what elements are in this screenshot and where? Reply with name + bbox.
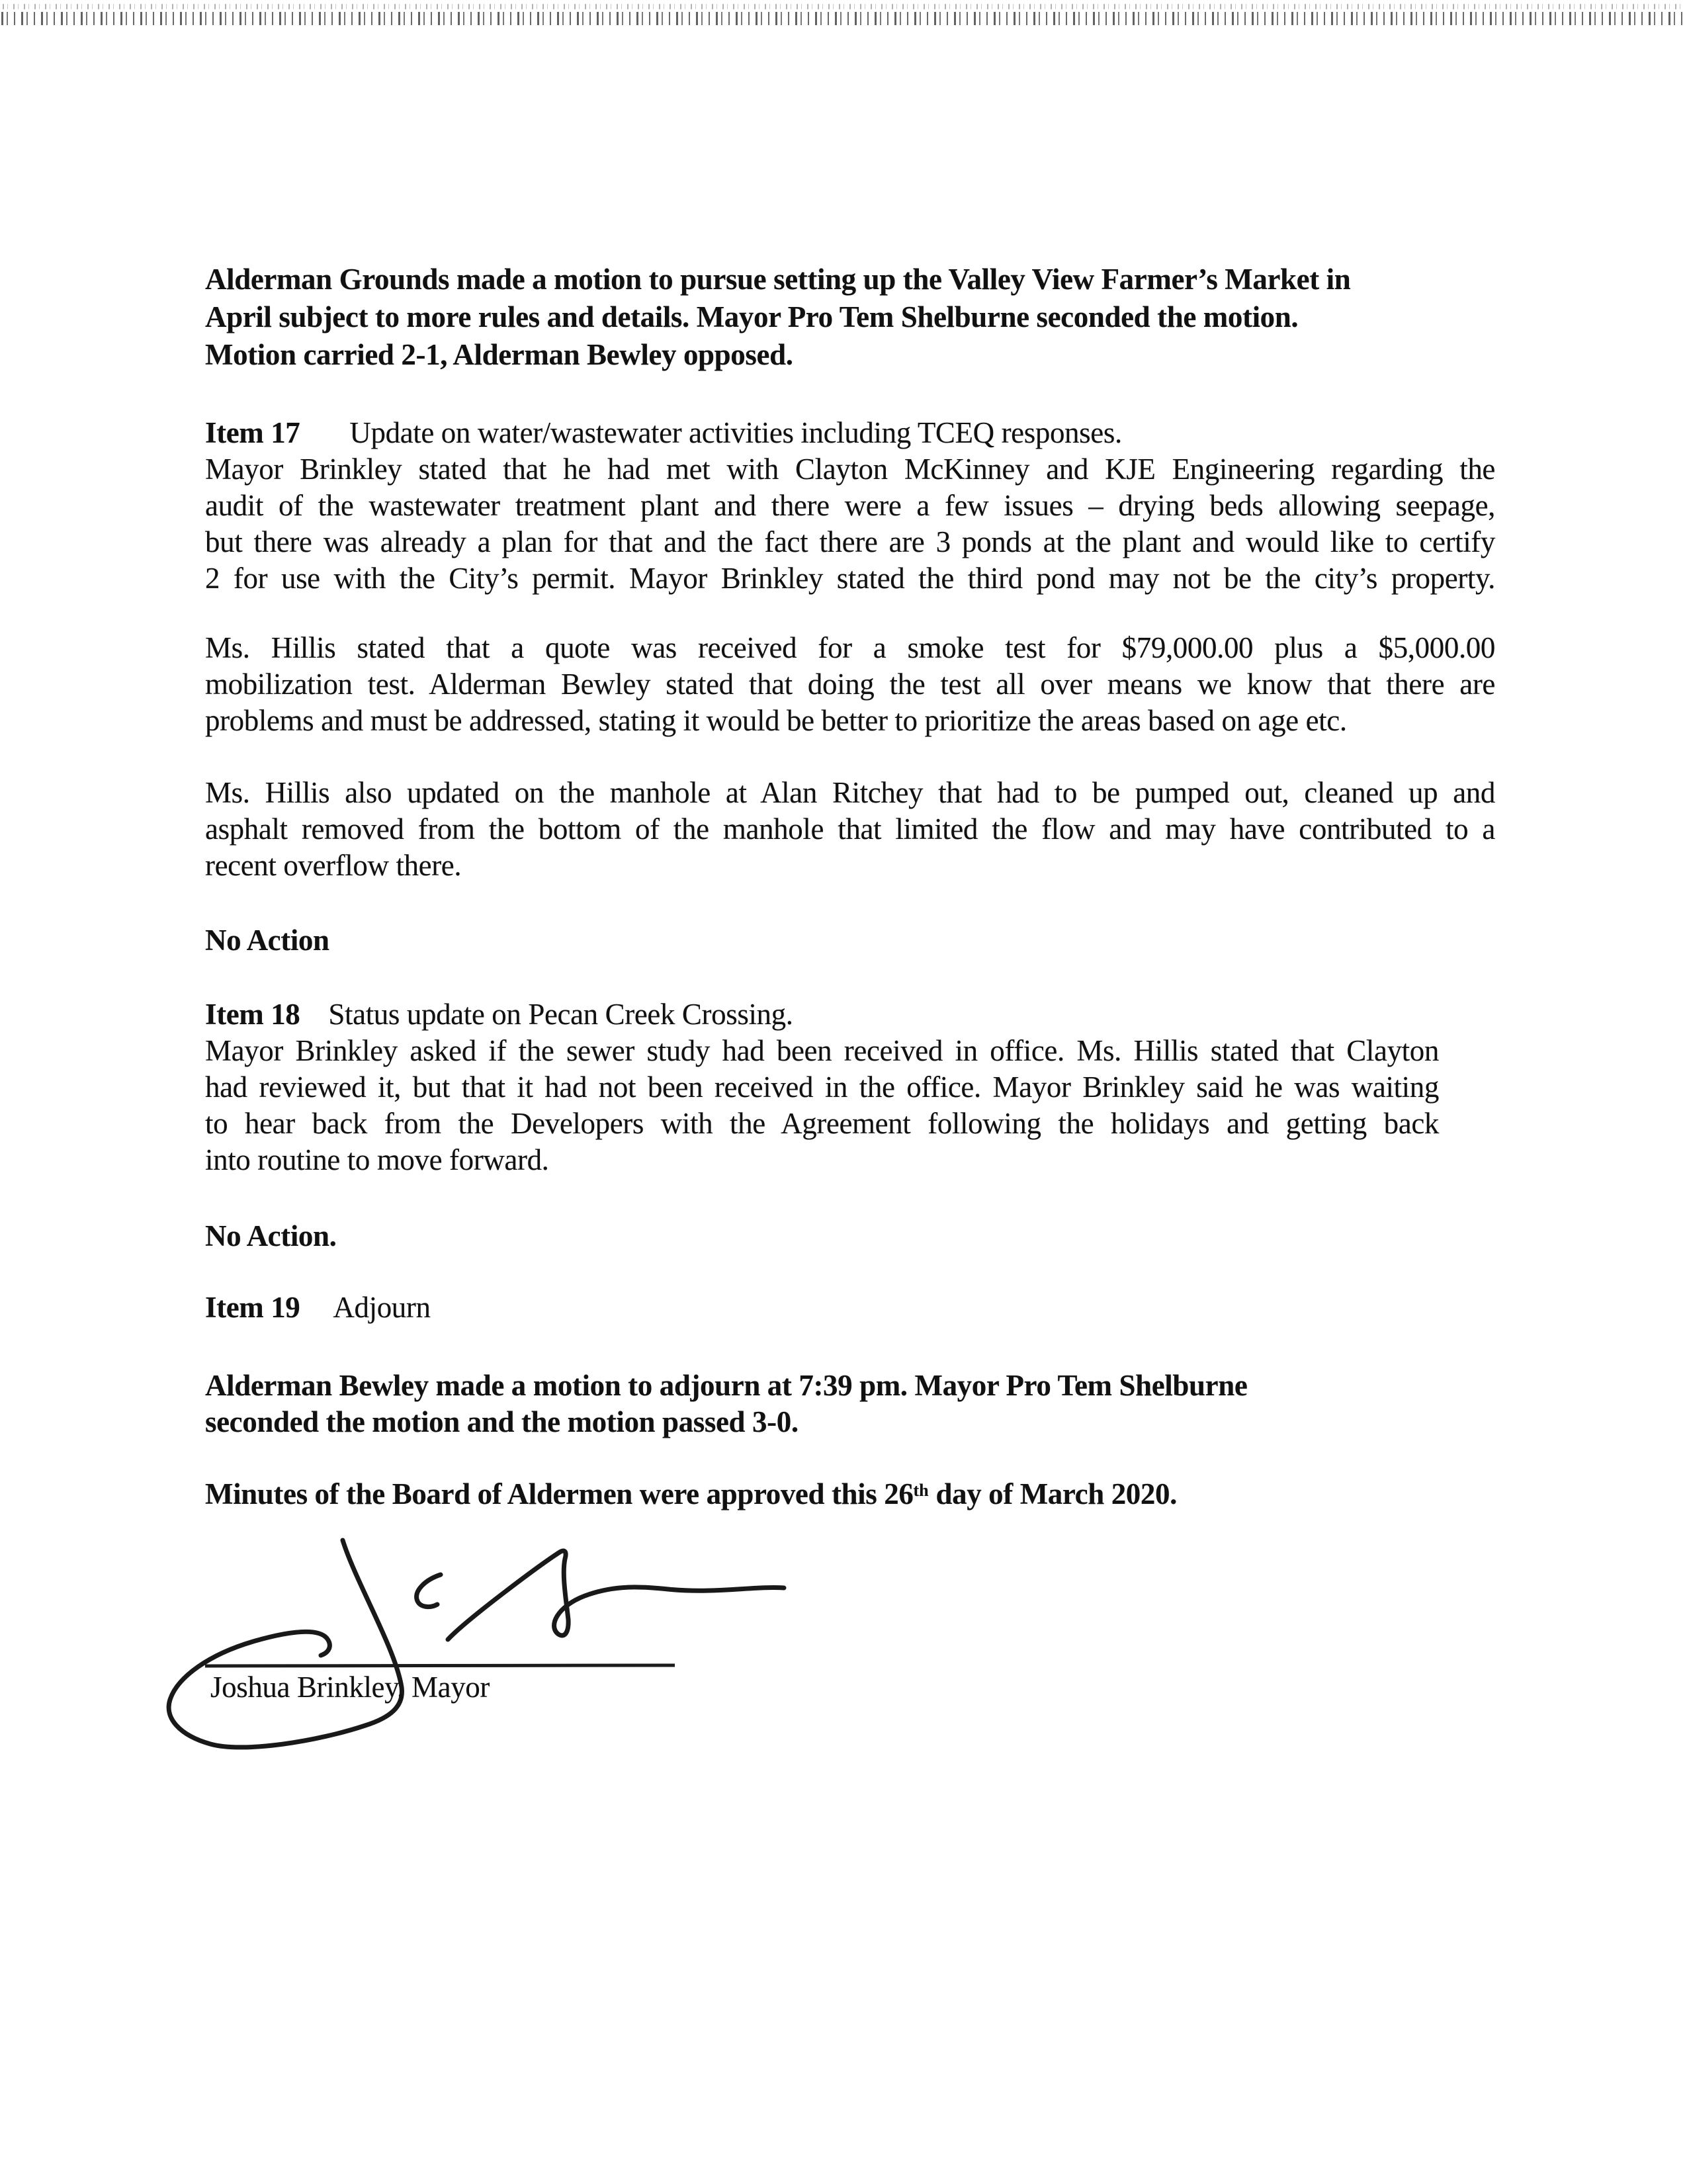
- text-line: problems and must be addressed, stating it would be better to prioritize the areas based on age etc.: [205, 704, 1347, 737]
- item-19-title: Adjourn: [333, 1291, 431, 1324]
- text-line: recent overflow there.: [205, 849, 462, 882]
- item-18-title: Status update on Pecan Creek Crossing.: [328, 998, 793, 1031]
- text-line: Mayor Brinkley stated that he had met with Clayton McKinney and KJE Engineering regarding the: [205, 453, 1495, 486]
- scan-noise-band: [0, 0, 1687, 28]
- item-17-heading: [205, 415, 1495, 451]
- manhole-paragraph: [205, 775, 1495, 884]
- text-line: Motion carried 2-1, Alderman Bewley opposed.: [205, 338, 793, 371]
- approval-statement: [205, 1476, 1177, 1516]
- item-19-heading: [205, 1289, 431, 1326]
- text-line: had reviewed it, but that it had not been received in the office. Mayor Brinkley said he was waiting: [205, 1070, 1439, 1104]
- text-line: audit of the wastewater treatment plant and there were a few issues – drying beds allowing seepage,: [205, 489, 1495, 522]
- text-line: April subject to more rules and details. Mayor Pro Tem Shelburne seconded the motion.: [205, 300, 1299, 333]
- signature-area: [132, 1522, 959, 1786]
- signature-name-title: Joshua Brinkley, Mayor: [210, 1671, 490, 1704]
- no-action-item17-text: No Action: [205, 924, 329, 957]
- adjourn-motion-paragraph: [205, 1368, 1247, 1440]
- item-18-label: Item 18: [205, 998, 300, 1031]
- approval-text-after: day of March 2020.: [928, 1477, 1177, 1510]
- text-line: seconded the motion and the motion passed 3-0.: [205, 1405, 799, 1438]
- item-17-title: Update on water/wastewater activities including TCEQ responses.: [349, 416, 1122, 449]
- item-19-label: Item 19: [205, 1291, 300, 1324]
- text-line: but there was already a plan for that and the fact there are 3 ponds at the plant and would like to certify: [205, 525, 1495, 558]
- text-line: 2 for use with the City’s permit. Mayor Brinkley stated the third pond may not be the city’s property.: [205, 562, 1495, 595]
- item-18-paragraph: [205, 1033, 1439, 1178]
- item-18-section: [205, 996, 1439, 1178]
- signature-stroke-c: [417, 1575, 441, 1607]
- item-18-heading: [205, 996, 1439, 1033]
- text-line: Ms. Hillis also updated on the manhole at Alan Ritchey that had to be pumped out, cleaned up and: [205, 776, 1495, 809]
- item-19-section: [205, 1289, 431, 1326]
- text-line: Mayor Brinkley asked if the sewer study had been received in office. Ms. Hillis stated that Clayton: [205, 1034, 1439, 1067]
- signature-stroke-j-loop: [169, 1540, 402, 1747]
- text-line: Ms. Hillis stated that a quote was received for a smoke test for $79,000.00 plus a $5,000.00: [205, 631, 1495, 664]
- market-motion-paragraph: [205, 261, 1350, 374]
- signature-line: [205, 1665, 675, 1666]
- approval-text-before: Minutes of the Board of Aldermen were approved this 26: [205, 1477, 914, 1510]
- item-17-label: Item 17: [205, 416, 300, 449]
- signature-ink: [132, 1522, 959, 1786]
- text-line: asphalt removed from the bottom of the manhole that limited the flow and may have contributed to a: [205, 812, 1495, 846]
- approval-superscript: th: [913, 1481, 929, 1501]
- item-17-paragraph: [205, 451, 1495, 597]
- no-action-item18-text: No Action.: [205, 1219, 337, 1252]
- item-17-section: [205, 415, 1495, 597]
- signature-stroke-s-flourish: [448, 1551, 784, 1639]
- text-line: to hear back from the Developers with the Agreement following the holidays and getting back: [205, 1107, 1439, 1140]
- text-line: into routine to move forward.: [205, 1143, 549, 1176]
- text-line: Alderman Bewley made a motion to adjourn at 7:39 pm. Mayor Pro Tem Shelburne: [205, 1369, 1248, 1402]
- text-line: Alderman Grounds made a motion to pursue setting up the Valley View Farmer’s Market in: [205, 263, 1351, 296]
- text-line: mobilization test. Alderman Bewley stated that doing the test all over means we know that there are: [205, 668, 1495, 701]
- smoke-test-paragraph: [205, 630, 1495, 739]
